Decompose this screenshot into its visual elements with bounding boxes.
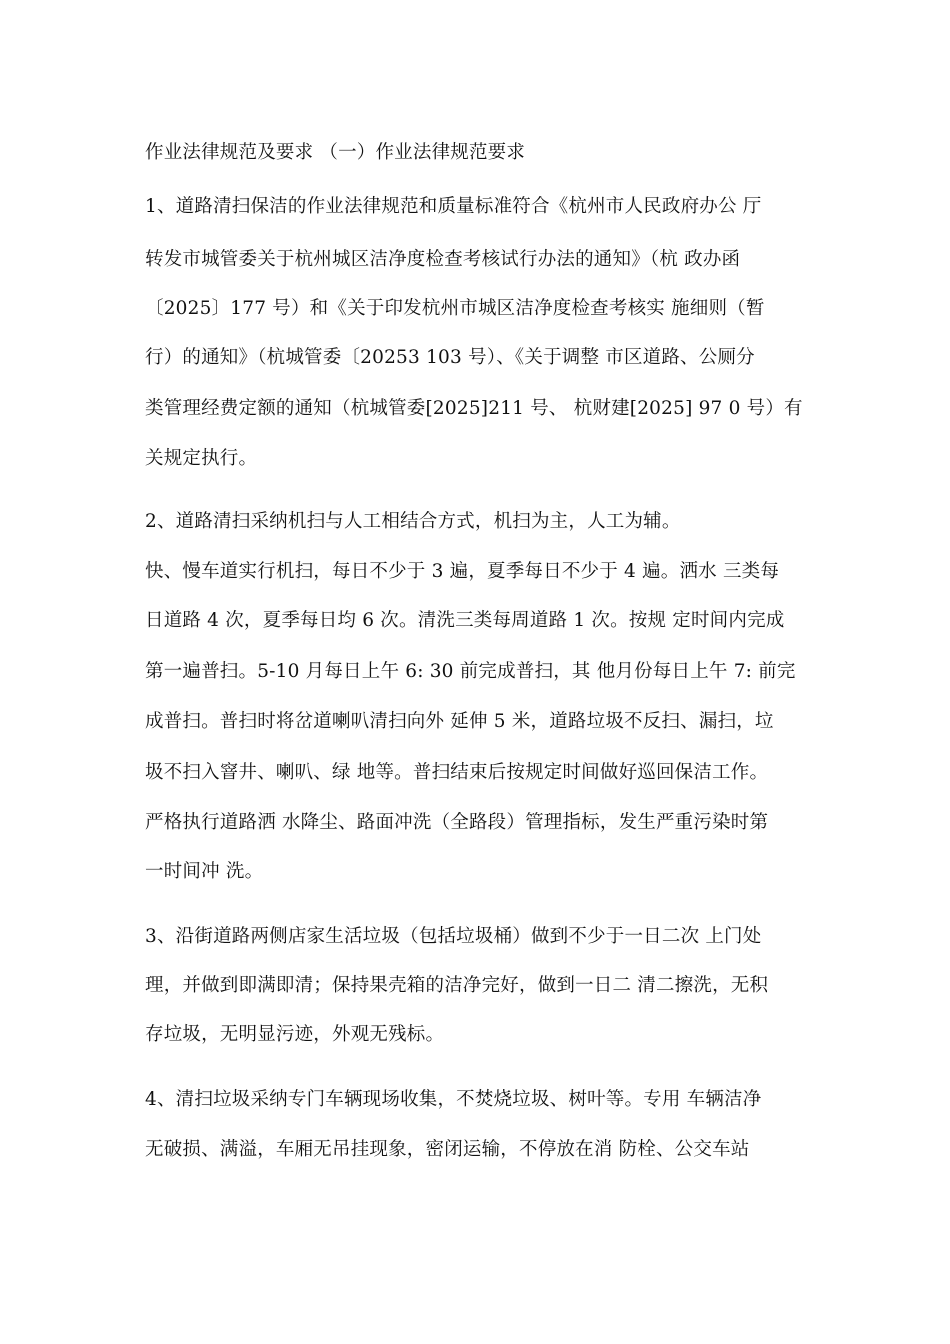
document-heading [145, 141, 835, 165]
paragraph-line: 4、清扫垃圾采纳专门车辆现场收集，不焚烧垃圾、树叶等。专用 车辆洁净 [145, 1089, 762, 1110]
paragraph-line: 成普扫。普扫时将岔道喇叭清扫向外 延伸 5 米，道路垃圾不反扫、漏扫，垃 [145, 711, 774, 732]
paragraph-line: 转发市城管委关于杭州城区洁净度检查考核试行办法的通知》（杭 政办函 [145, 249, 741, 270]
paragraph-line: 严格执行道路洒 水降尘、路面冲洗（全路段）管理指标，发生严重污染时第 [145, 812, 769, 833]
paragraph-line: 〔2025〕177 号）和《关于印发杭州市城区洁净度检查考核实 施细则（暂 [145, 298, 765, 319]
paragraph-line: 行）的通知》（杭城管委〔20253 103 号）、《关于调整 市区道路、公厕分 [145, 347, 755, 368]
paragraph-line: 2、道路清扫采纳机扫与人工相结合方式，机扫为主，人工为辅。 [145, 511, 681, 532]
paragraph-line: 3、沿街道路两侧店家生活垃圾（包括垃圾桶）做到不少于一日二次 上门处 [145, 926, 762, 947]
paragraph-line: 存垃圾，无明显污迹，外观无残标。 [145, 1024, 445, 1045]
paragraph-line: 圾不扫入窨井、喇叭、绿 地等。普扫结束后按规定时间做好巡回保洁工作。 [145, 762, 769, 783]
paragraph-line: 无破损、满溢，车厢无吊挂现象，密闭运输，不停放在消 防栓、公交车站 [145, 1139, 750, 1160]
paragraph-line: 第一遍普扫。5-10 月每日上午 6: 30 前完成普扫，其 他月份每日上午 7: 前完 [145, 661, 796, 682]
paragraph-line: 1、道路清扫保洁的作业法律规范和质量标准符合《杭州市人民政府办公 厅 [145, 196, 762, 217]
paragraph-line: 快、慢车道实行机扫，每日不少于 3 遍，夏季每日不少于 4 遍。洒水 三类每 [145, 561, 780, 582]
heading-text: 作业法律规范及要求 （一）作业法律规范要求 [145, 142, 526, 163]
paragraph-line: 一时间冲 洗。 [145, 861, 264, 882]
paragraph-line: 日道路 4 次，夏季每日均 6 次。清洗三类每周道路 1 次。按规 定时间内完成 [145, 610, 785, 631]
paragraph-line: 类管理经费定额的通知（杭城管委[2025]211 号、 杭财建[2025] 97 0 号）有 [145, 398, 803, 419]
paragraph-line: 关规定执行。 [145, 448, 258, 469]
paragraph-line: 理，并做到即满即清；保持果壳箱的洁净完好，做到一日二 清二擦洗，无积 [145, 975, 769, 996]
